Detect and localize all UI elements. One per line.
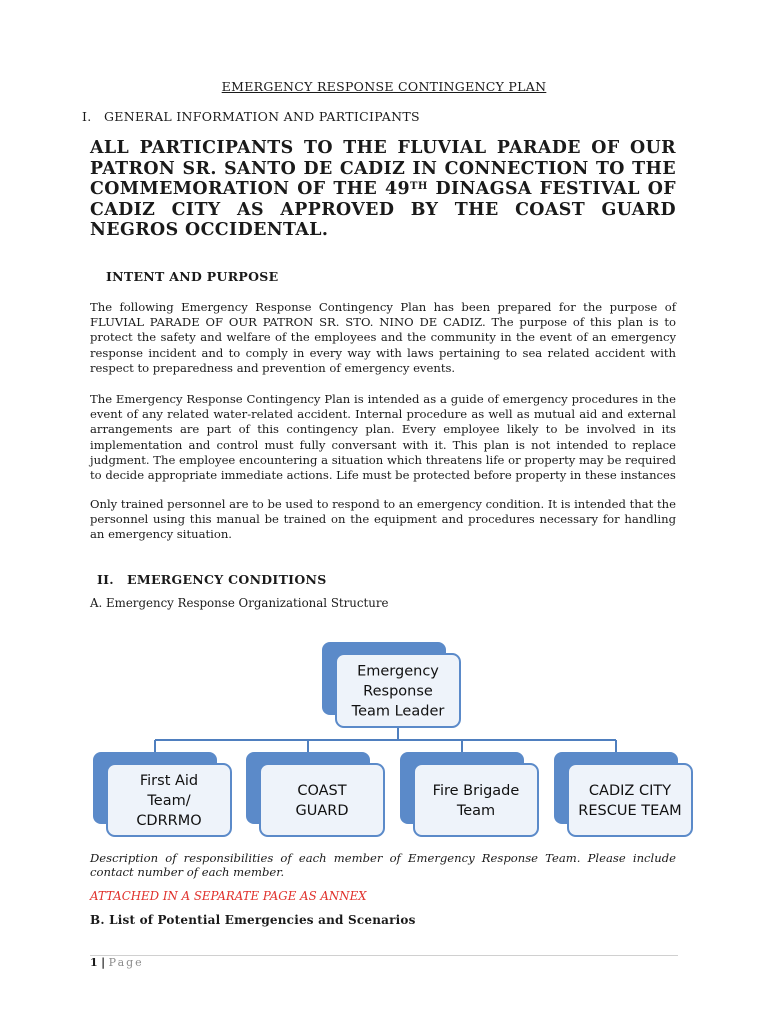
participants-text-after: DINAGSA FESTIVAL OF CADIZ CITY AS APPROVED BY THE COAST GUARD NEGROS OCCIDENTAL. — [90, 179, 676, 240]
page-footer — [90, 956, 144, 969]
first-aid-box-line-2: Team/ — [147, 793, 191, 809]
responsibilities-description: Description of responsibilities of each member of Emergency Response Team. Please include contact number of each member. — [90, 851, 676, 879]
section-1-heading — [82, 109, 420, 124]
intent-heading: INTENT AND PURPOSE — [106, 269, 279, 284]
section-1-label: GENERAL INFORMATION AND PARTICIPANTS — [104, 109, 420, 124]
rescue-team-box-line-2: RESCUE TEAM — [578, 803, 682, 819]
fire-brigade-box-line-1: Fire Brigade — [432, 783, 520, 799]
ordinal-superscript: TH — [409, 181, 428, 192]
fire-brigade-box — [414, 764, 538, 836]
intent-paragraph-3: Only trained personnel are to be used to respond to an emergency condition. It is intended that the personnel using this manual be trained on the equipment and procedures necessary for handling an emergency situation. — [90, 497, 677, 542]
leader-box-line-1: Emergency — [357, 663, 439, 680]
section-2-label: EMERGENCY CONDITIONS — [127, 572, 327, 587]
page-word: Page — [108, 956, 144, 969]
subsection-a-heading: A. Emergency Response Organizational Structure — [90, 596, 389, 610]
rescue-team-box-line-1: CADIZ CITY — [588, 783, 672, 799]
intent-paragraph-2: The Emergency Response Contingency Plan is intended as a guide of emergency procedures in the event of any related water-related accident. Internal procedure as well as mutual aid and external arrangements are part of this contingency plan. Every employee likely to be involved in its implementation and control must fully conversant with it. This plan is not intended to replace judgment. The employee encountering a situation which threatens life or property may be required to decide appropriate immediate actions. Life must be protected before property in these instances — [90, 392, 676, 483]
coast-guard-box-line-2: GUARD — [295, 803, 349, 819]
first-aid-box-line-1: First Aid — [139, 773, 199, 789]
coast-guard-box-line-1: COAST — [297, 783, 347, 799]
rescue-team-box — [568, 764, 692, 836]
first-aid-box-line-3: CDRRMO — [136, 813, 202, 829]
leader-box-line-2: Response — [363, 683, 433, 700]
section-2-number: II. — [97, 572, 114, 587]
org-chart — [0, 630, 768, 845]
footer-separator: | — [101, 956, 106, 969]
org-chart-svg — [0, 630, 768, 845]
annex-note: ATTACHED IN A SEPARATE PAGE AS ANNEX — [90, 889, 367, 903]
participants-statement — [90, 138, 676, 241]
intent-paragraph-1: The following Emergency Response Contingency Plan has been prepared for the purpose of FLUVIAL PARADE OF OUR PATRON SR. STO. NINO DE CADIZ. The purpose of this plan is to protect the safety and welfare of the employees and the community in the event of an emergency response incident and to comply in every way with laws pertaining to sea related accident with respect to preparedness and prevention of emergency events. — [90, 300, 676, 375]
section-1-number: I. — [82, 109, 92, 124]
fire-brigade-box-line-2: Team — [456, 803, 496, 819]
section-2-heading — [97, 572, 327, 587]
page-number: 1 — [90, 956, 98, 969]
coast-guard-box — [260, 764, 384, 836]
participants-text-before: ALL PARTICIPANTS TO THE FLUVIAL PARADE OF OUR PATRON SR. SANTO DE CADIZ IN CONNECTION TO THE COMMEMORATION OF THE 49 — [90, 138, 676, 199]
document-title: EMERGENCY RESPONSE CONTINGENCY PLAN — [221, 79, 547, 94]
subsection-b-heading: B. List of Potential Emergencies and Scenarios — [90, 913, 416, 927]
leader-box-line-3: Team Leader — [351, 703, 445, 720]
footer-divider — [90, 955, 678, 956]
